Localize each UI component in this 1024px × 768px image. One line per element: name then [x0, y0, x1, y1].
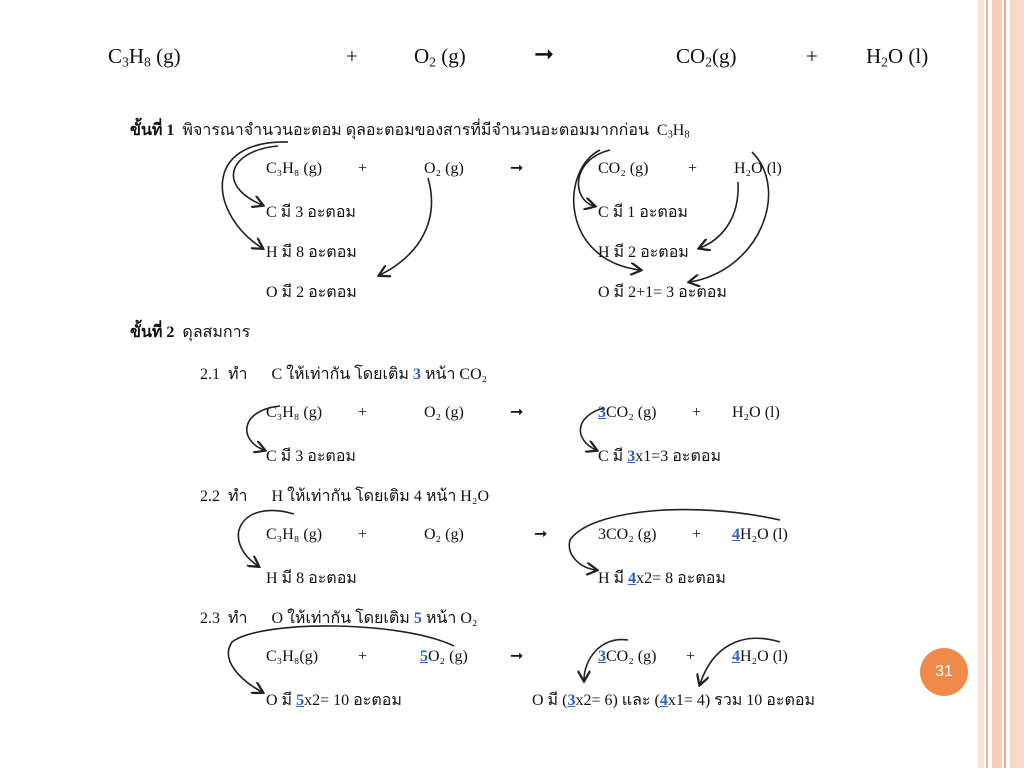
substep-2-2-left-count: H มี 8 อะตอม: [266, 570, 357, 587]
substep-2-1-co2: 3CO₂ (g): [598, 404, 657, 421]
substep-2-1-arrow-icon: ➞: [510, 402, 524, 421]
header-product-water: $H_2O$ (l): [866, 44, 929, 70]
step-1-right-o-count: O มี 2+1= 3 อะตอม: [598, 284, 727, 301]
substep-2-3-plus-2: +: [686, 648, 696, 665]
step-1-propane: C₃H₈ (g): [266, 160, 323, 177]
step-1-plus: +: [358, 160, 368, 177]
header-reactant-propane: $C_3H_8$ (g): [108, 44, 181, 70]
substep-2-2-co2: 3CO₂ (g): [598, 526, 657, 543]
substep-2-3-arrow-icon: ➞: [510, 646, 524, 665]
substep-2-2-right-count: H มี 4x2= 8 อะตอม: [598, 570, 726, 587]
arrow-o-left: [380, 178, 431, 275]
substep-2-2-arrow-icon: ➞: [534, 524, 548, 543]
substep-2-3-left-count: O มี 5x2= 10 อะตอม: [266, 692, 402, 709]
step-1-water: H₂O (l): [734, 160, 782, 177]
substep-2-1-left-count: C มี 3 อะตอม: [266, 448, 356, 465]
substep-2-3-right-count: O มี (3x2= 6) และ (4x1= 4) รวม 10 อะตอม: [532, 692, 816, 709]
substep-2-3-heading: 2.3 ทำ O ให้เท่ากัน โดยเติม 5 หน้า O₂: [200, 610, 478, 627]
decorative-stripes: [978, 0, 1024, 768]
substep-2-2-plus-2: +: [692, 526, 702, 543]
step-1-left-h-count: H มี 8 อะตอม: [266, 244, 357, 261]
step-2-heading: ขั้นที่ 2 ดุลสมการ: [130, 324, 251, 341]
substep-2-1-water: H₂O (l): [732, 404, 780, 421]
step-1-plus-2: +: [688, 160, 698, 177]
step-1-left-o-count: O มี 2 อะตอม: [266, 284, 357, 301]
header-reactant-oxygen: $O_2$ (g): [414, 44, 466, 70]
substep-2-2-oxygen: O₂ (g): [424, 526, 464, 543]
substep-2-2-plus: +: [358, 526, 368, 543]
header-arrow-icon: ➞: [534, 40, 555, 68]
substep-2-3-plus: +: [358, 648, 368, 665]
substep-2-1-plus: +: [358, 404, 368, 421]
header-product-co2: $CO_2(g)$: [676, 44, 737, 70]
substep-2-2-heading: 2.2 ทำ H ให้เท่ากัน โดยเติม 4 หน้า H₂O: [200, 488, 489, 505]
substep-2-3-co2: 3CO₂ (g): [598, 648, 657, 665]
step-1-co2: CO₂ (g): [598, 160, 649, 177]
substep-2-1-oxygen: O₂ (g): [424, 404, 464, 421]
substep-2-1-heading: 2.1 ทำ C ให้เท่ากัน โดยเติม 3 หน้า CO₂: [200, 366, 488, 383]
page-number-badge: 31: [920, 648, 968, 696]
substep-2-1-plus-2: +: [692, 404, 702, 421]
step-1-left-c-count: C มี 3 อะตอม: [266, 204, 356, 221]
substep-2-1-right-count: C มี 3x1=3 อะตอม: [598, 448, 721, 465]
step-1-heading: ขั้นที่ 1 พิจารณาจำนวนอะตอม ดุลอะตอมของสารที่มีจำนวนอะตอมมากก่อน $C_3H_8$: [130, 122, 690, 141]
header-plus-1: +: [346, 44, 358, 68]
step-1-right-h-count: H มี 2 อะตอม: [598, 244, 689, 261]
substep-2-1-propane: C₃H₈ (g): [266, 404, 323, 421]
arrow-c-right: [578, 150, 610, 206]
arrow-h-right: [700, 182, 738, 248]
step-1-right-c-count: C มี 1 อะตอม: [598, 204, 688, 221]
substep-2-2-propane: C₃H₈ (g): [266, 526, 323, 543]
step-1-arrow-icon: ➞: [510, 158, 524, 177]
substep-2-3-water: 4H₂O (l): [732, 648, 788, 665]
arrow-h-left: [222, 142, 288, 248]
header-plus-2: +: [806, 44, 818, 68]
substep-2-3-oxygen: 5O₂ (g): [420, 648, 468, 665]
substep-2-2-water: 4H₂O (l): [732, 526, 788, 543]
step-1-oxygen: O₂ (g): [424, 160, 464, 177]
substep-2-3-propane: C₃H₈(g): [266, 648, 319, 665]
